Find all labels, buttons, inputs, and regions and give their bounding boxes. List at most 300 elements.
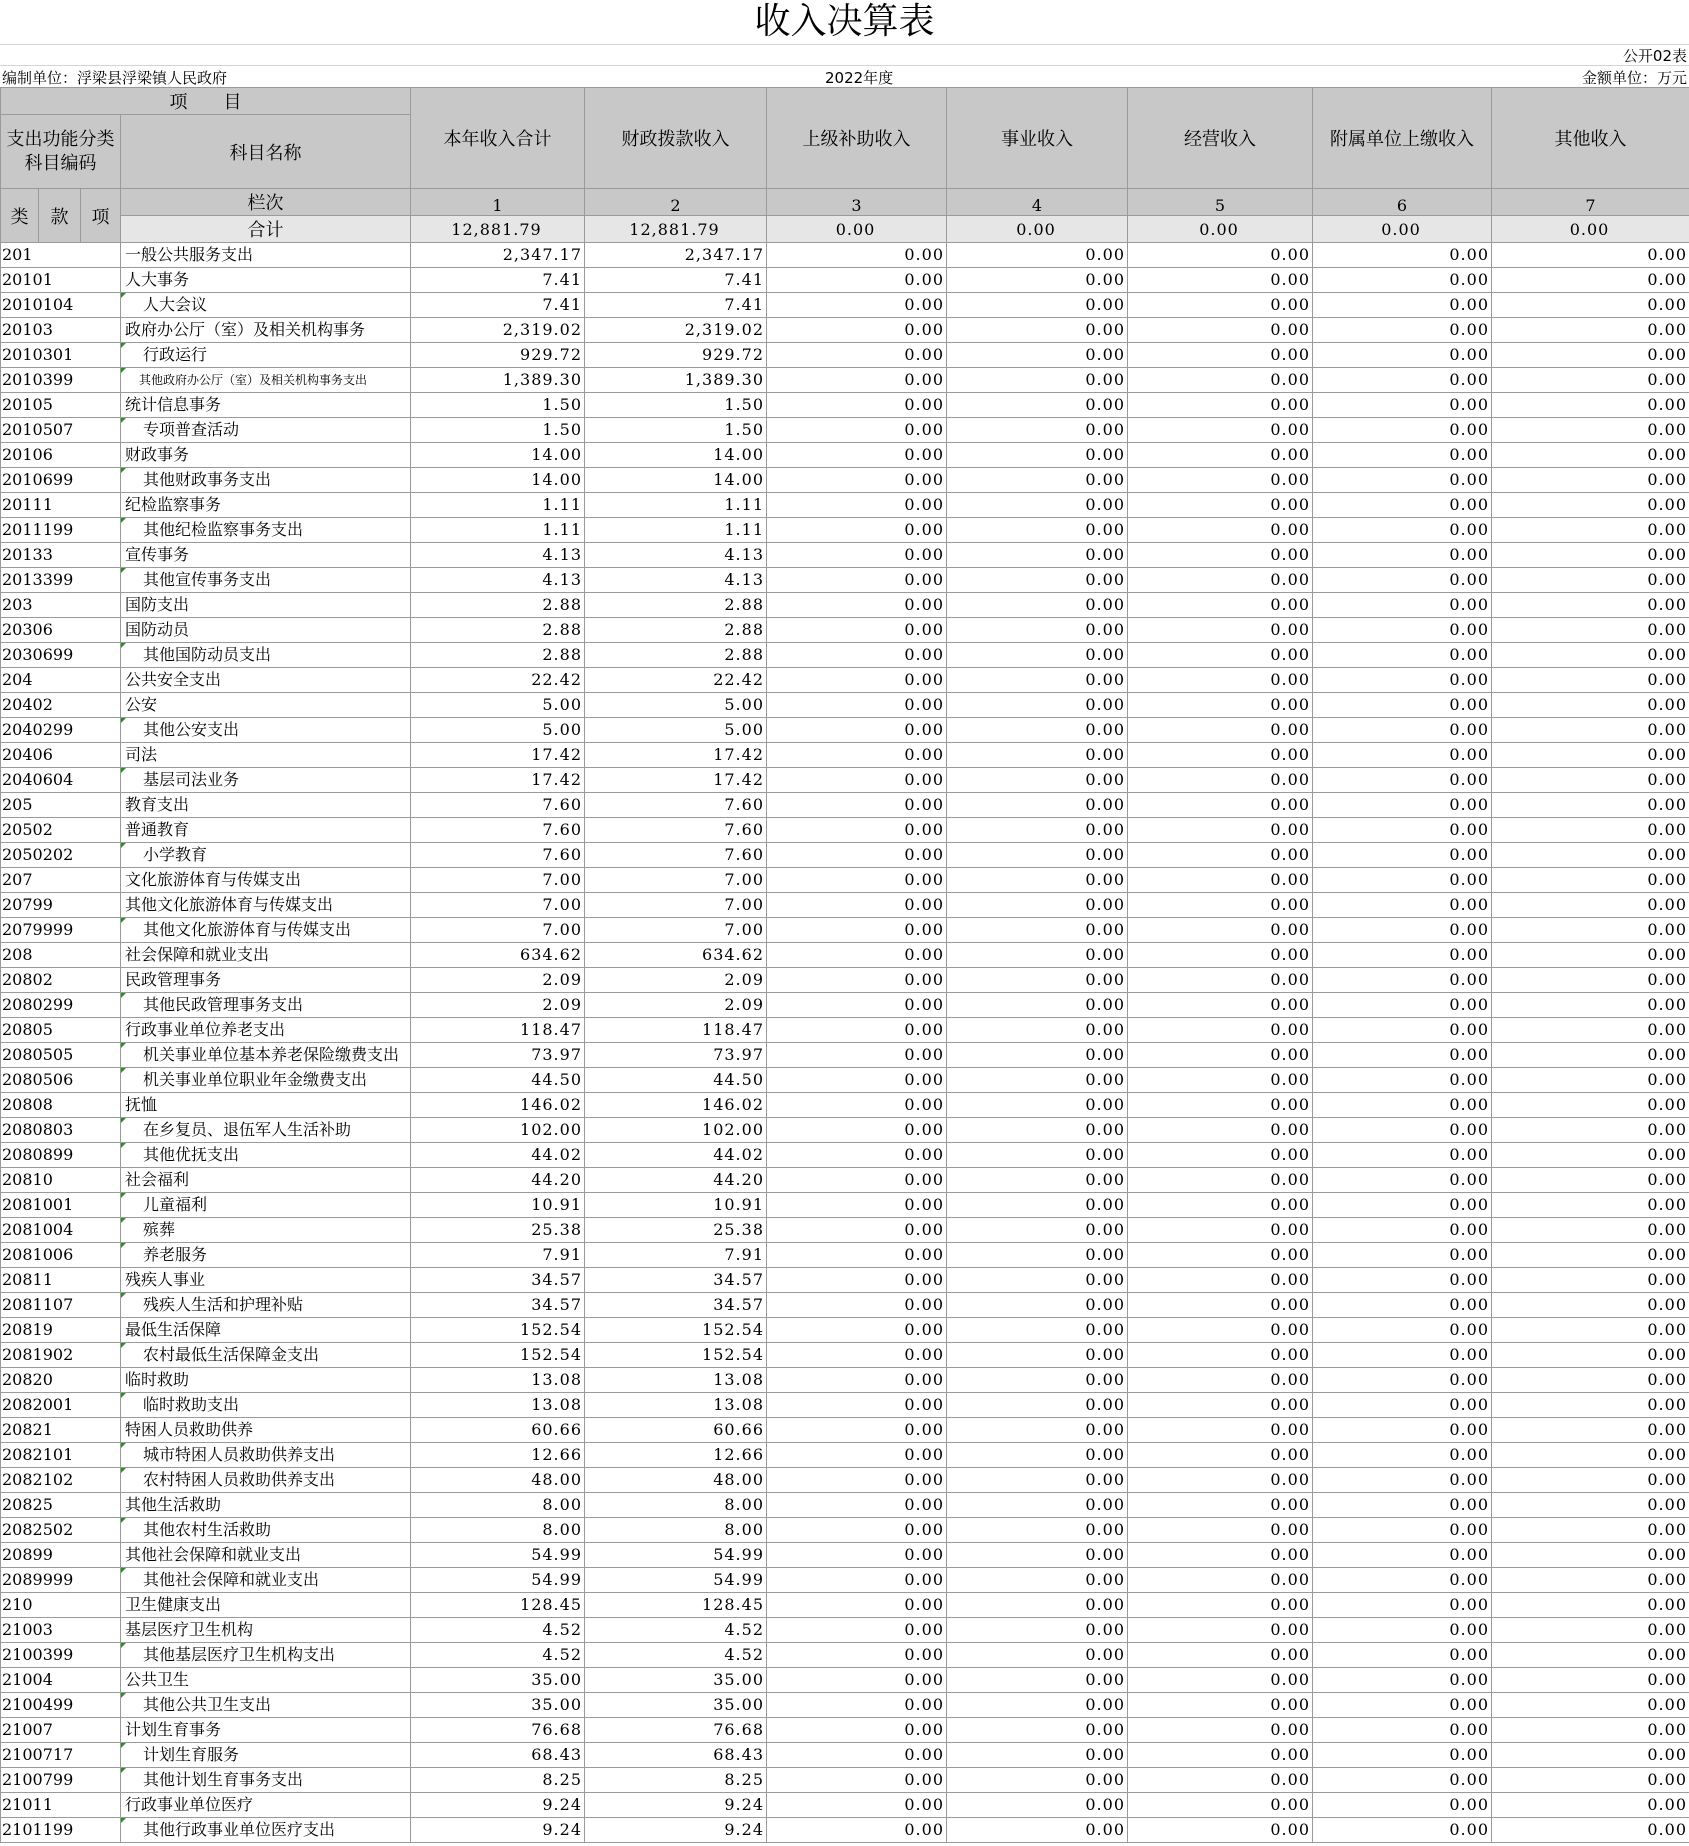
row-name (121, 1693, 411, 1718)
row-name (121, 1468, 411, 1493)
table-row (1, 943, 1689, 968)
table-row (1, 1468, 1689, 1493)
amount-cell: 0.00 (1492, 1268, 1689, 1293)
amount-cell: 4.13 (585, 568, 767, 593)
amount-cell: 0.00 (1492, 493, 1689, 518)
amount-cell: 0.00 (1128, 668, 1313, 693)
cell-marker-icon (121, 1218, 126, 1223)
table-row (1, 1818, 1689, 1843)
col-number-7: 7 (1492, 189, 1689, 216)
fiscal-year: 2022年度 (825, 69, 894, 87)
row-code: 201 (1, 243, 121, 268)
row-code: 2080505 (1, 1043, 121, 1068)
row-code: 20899 (1, 1543, 121, 1568)
amount-cell: 8.00 (411, 1518, 585, 1543)
amount-cell: 0.00 (1128, 493, 1313, 518)
amount-cell: 0.00 (1492, 1418, 1689, 1443)
amount-cell: 118.47 (411, 1018, 585, 1043)
amount-cell: 13.08 (411, 1393, 585, 1418)
row-name-text: 其他国防动员支出 (143, 645, 272, 664)
row-code: 20106 (1, 443, 121, 468)
amount-cell: 0.00 (1492, 1143, 1689, 1168)
amount-cell: 152.54 (585, 1318, 767, 1343)
row-name (121, 1318, 411, 1343)
amount-cell: 634.62 (411, 943, 585, 968)
cell-marker-icon (121, 1443, 126, 1448)
amount-cell: 0.00 (1128, 1193, 1313, 1218)
amount-cell: 152.54 (411, 1318, 585, 1343)
amount-cell: 0.00 (1128, 593, 1313, 618)
amount-cell: 0.00 (1313, 1818, 1492, 1843)
amount-cell: 2.88 (411, 643, 585, 668)
amount-cell: 0.00 (1128, 1368, 1313, 1393)
row-name-text: 教育支出 (125, 795, 190, 814)
amount-cell: 0.00 (1313, 1093, 1492, 1118)
table-row (1, 393, 1689, 418)
amount-cell: 0.00 (947, 618, 1128, 643)
amount-cell: 0.00 (1492, 1368, 1689, 1393)
table-row (1, 243, 1689, 268)
table-row (1, 1743, 1689, 1768)
amount-cell: 0.00 (1128, 893, 1313, 918)
amount-cell: 7.60 (411, 818, 585, 843)
cell-marker-icon (121, 1118, 126, 1123)
row-name-text: 农村特困人员救助供养支出 (143, 1470, 336, 1489)
row-name-text: 其他公共卫生支出 (143, 1695, 272, 1714)
amount-cell: 0.00 (1128, 268, 1313, 293)
row-name-text: 其他优抚支出 (143, 1145, 240, 1164)
amount-cell: 34.57 (411, 1293, 585, 1318)
row-name (121, 993, 411, 1018)
row-name-text: 殡葬 (143, 1220, 176, 1239)
amount-cell: 0.00 (1313, 1743, 1492, 1768)
amount-cell: 0.00 (1313, 1368, 1492, 1393)
row-name (121, 1618, 411, 1643)
row-name (121, 368, 411, 393)
amount-cell: 0.00 (1313, 293, 1492, 318)
amount-cell: 0.00 (1313, 618, 1492, 643)
table-row (1, 343, 1689, 368)
amount-cell: 0.00 (1313, 1768, 1492, 1793)
header-code-line1: 支出功能分类 (6, 128, 115, 150)
row-name (121, 1518, 411, 1543)
amount-cell: 0.00 (1313, 318, 1492, 343)
amount-cell: 4.13 (411, 543, 585, 568)
cell-marker-icon (121, 1043, 126, 1048)
row-name-text: 文化旅游体育与传媒支出 (125, 870, 302, 889)
cell-marker-icon (121, 1468, 126, 1473)
row-code: 2040604 (1, 768, 121, 793)
amount-cell: 0.00 (1313, 668, 1492, 693)
amount-cell: 0.00 (1313, 443, 1492, 468)
amount-cell: 7.60 (585, 843, 767, 868)
row-code: 20825 (1, 1493, 121, 1518)
amount-cell: 0.00 (1128, 793, 1313, 818)
table-row (1, 1318, 1689, 1343)
amount-cell: 10.91 (411, 1193, 585, 1218)
amount-cell: 0.00 (767, 893, 947, 918)
table-row (1, 1068, 1689, 1093)
amount-cell: 0.00 (1492, 468, 1689, 493)
amount-cell: 0.00 (1313, 1243, 1492, 1268)
amount-cell: 0.00 (1313, 1418, 1492, 1443)
amount-cell: 0.00 (1313, 1193, 1492, 1218)
cell-marker-icon (121, 1818, 126, 1823)
amount-cell: 0.00 (947, 443, 1128, 468)
table-number: 公开02表 (1622, 47, 1687, 65)
money-unit: 金额单位：万元 (1581, 69, 1687, 87)
amount-cell: 0.00 (767, 1268, 947, 1293)
amount-cell: 0.00 (1492, 668, 1689, 693)
amount-cell: 0.00 (1313, 1293, 1492, 1318)
amount-cell: 0.00 (767, 1593, 947, 1618)
row-name-text: 其他宣传事务支出 (143, 570, 272, 589)
amount-cell: 0.00 (1492, 1018, 1689, 1043)
amount-cell: 0.00 (767, 318, 947, 343)
amount-cell: 0.00 (1492, 1668, 1689, 1693)
row-name (121, 568, 411, 593)
amount-cell: 0.00 (1313, 1493, 1492, 1518)
table-row (1, 668, 1689, 693)
row-name-text: 城市特困人员救助供养支出 (143, 1445, 336, 1464)
amount-cell: 0.00 (947, 1143, 1128, 1168)
amount-cell: 2.88 (411, 593, 585, 618)
col-number-6: 6 (1313, 189, 1492, 216)
amount-cell: 34.57 (411, 1268, 585, 1293)
amount-cell: 0.00 (767, 1643, 947, 1668)
cell-marker-icon (121, 1568, 126, 1573)
amount-cell: 0.00 (1492, 1318, 1689, 1343)
amount-cell: 0.00 (767, 1768, 947, 1793)
row-name-text: 一般公共服务支出 (125, 245, 254, 264)
amount-cell: 2.09 (411, 968, 585, 993)
amount-cell: 0.00 (1492, 1043, 1689, 1068)
amount-cell: 44.50 (585, 1068, 767, 1093)
amount-cell: 0.00 (1128, 1068, 1313, 1093)
amount-cell: 0.00 (1128, 343, 1313, 368)
row-code: 2010399 (1, 368, 121, 393)
row-name (121, 1768, 411, 1793)
row-name-text: 公共安全支出 (125, 670, 222, 689)
row-name (121, 268, 411, 293)
amount-cell: 0.00 (1313, 418, 1492, 443)
amount-cell: 0.00 (1313, 1168, 1492, 1193)
amount-cell: 0.00 (1128, 843, 1313, 868)
col-header-4: 事业收入 (947, 88, 1128, 189)
row-name (121, 918, 411, 943)
table-row (1, 1193, 1689, 1218)
row-name (121, 1268, 411, 1293)
row-name (121, 1243, 411, 1268)
row-name-text: 公共卫生 (125, 1670, 190, 1689)
amount-cell: 0.00 (767, 1468, 947, 1493)
row-code: 2050202 (1, 843, 121, 868)
amount-cell: 0.00 (1313, 1118, 1492, 1143)
amount-cell: 0.00 (1313, 543, 1492, 568)
amount-cell: 0.00 (947, 568, 1128, 593)
amount-cell: 2,319.02 (411, 318, 585, 343)
amount-cell: 0.00 (947, 1043, 1128, 1068)
amount-cell: 0.00 (1492, 543, 1689, 568)
row-name-text: 其他文化旅游体育与传媒支出 (143, 920, 352, 939)
amount-cell: 0.00 (767, 718, 947, 743)
table-row (1, 693, 1689, 718)
amount-cell: 0.00 (947, 543, 1128, 568)
row-name (121, 1093, 411, 1118)
amount-cell: 22.42 (585, 668, 767, 693)
row-code: 2100499 (1, 1693, 121, 1718)
table-row (1, 1168, 1689, 1193)
amount-cell: 0.00 (1128, 1743, 1313, 1768)
amount-cell: 0.00 (1128, 918, 1313, 943)
row-name-text: 临时救助支出 (143, 1395, 240, 1414)
table-row (1, 1768, 1689, 1793)
amount-cell: 0.00 (1128, 393, 1313, 418)
amount-cell: 0.00 (1313, 1068, 1492, 1093)
amount-cell: 7.60 (585, 818, 767, 843)
amount-cell: 0.00 (947, 743, 1128, 768)
table-row (1, 993, 1689, 1018)
amount-cell: 4.52 (585, 1618, 767, 1643)
amount-cell: 0.00 (1128, 1043, 1313, 1068)
cell-marker-icon (121, 918, 126, 923)
amount-cell: 0.00 (1313, 493, 1492, 518)
income-final-accounts-table (0, 87, 1689, 1843)
row-name-text: 公安 (125, 695, 158, 714)
col-header-2: 财政拨款收入 (585, 88, 767, 189)
amount-cell: 7.00 (411, 868, 585, 893)
amount-cell: 1,389.30 (585, 368, 767, 393)
row-code: 21004 (1, 1668, 121, 1693)
table-row (1, 1418, 1689, 1443)
row-code: 20821 (1, 1418, 121, 1443)
amount-cell: 0.00 (1492, 1718, 1689, 1743)
amount-cell: 0.00 (1128, 1018, 1313, 1043)
amount-cell: 2.88 (411, 618, 585, 643)
amount-cell: 7.60 (411, 793, 585, 818)
row-name (121, 318, 411, 343)
amount-cell: 17.42 (411, 768, 585, 793)
amount-cell: 0.00 (1492, 443, 1689, 468)
amount-cell: 0.00 (1313, 1718, 1492, 1743)
amount-cell: 0.00 (1128, 368, 1313, 393)
table-row (1, 1693, 1689, 1718)
amount-cell: 0.00 (1313, 743, 1492, 768)
amount-cell: 2.88 (585, 618, 767, 643)
amount-cell: 0.00 (1313, 918, 1492, 943)
amount-cell: 0.00 (1492, 1118, 1689, 1143)
row-name-text: 其他民政管理事务支出 (143, 995, 304, 1014)
amount-cell: 118.47 (585, 1018, 767, 1043)
row-code: 2010301 (1, 343, 121, 368)
amount-cell: 7.00 (585, 893, 767, 918)
report-title: 收入决算表 (754, 1, 935, 42)
amount-cell: 0.00 (947, 518, 1128, 543)
table-row (1, 643, 1689, 668)
row-code: 2080803 (1, 1118, 121, 1143)
amount-cell: 0.00 (1492, 1068, 1689, 1093)
cell-marker-icon (121, 293, 126, 298)
amount-cell: 0.00 (1313, 1018, 1492, 1043)
amount-cell: 0.00 (1313, 1318, 1492, 1343)
amount-cell: 2.09 (585, 993, 767, 1018)
amount-cell: 0.00 (1313, 1618, 1492, 1643)
amount-cell: 0.00 (1313, 818, 1492, 843)
amount-cell: 0.00 (947, 993, 1128, 1018)
row-name (121, 1393, 411, 1418)
row-code: 20402 (1, 693, 121, 718)
amount-cell: 8.00 (585, 1493, 767, 1518)
row-name-text: 机关事业单位职业年金缴费支出 (143, 1070, 368, 1089)
row-name (121, 1343, 411, 1368)
amount-cell: 54.99 (411, 1543, 585, 1568)
row-name (121, 1568, 411, 1593)
amount-cell: 0.00 (947, 393, 1128, 418)
table-row (1, 1118, 1689, 1143)
row-name (121, 1293, 411, 1318)
amount-cell: 35.00 (585, 1693, 767, 1718)
amount-cell: 0.00 (767, 268, 947, 293)
amount-cell: 0.00 (1313, 268, 1492, 293)
amount-cell: 0.00 (1492, 1193, 1689, 1218)
amount-cell: 0.00 (947, 1318, 1128, 1343)
amount-cell: 0.00 (947, 968, 1128, 993)
row-code: 21003 (1, 1618, 121, 1643)
amount-cell: 0.00 (947, 1693, 1128, 1718)
row-code: 208 (1, 943, 121, 968)
table-row (1, 1293, 1689, 1318)
table-row (1, 268, 1689, 293)
row-code: 20133 (1, 543, 121, 568)
amount-cell: 0.00 (767, 1718, 947, 1743)
row-name-text: 其他财政事务支出 (143, 470, 272, 489)
amount-cell: 1.50 (411, 418, 585, 443)
amount-cell: 0.00 (947, 893, 1128, 918)
amount-cell: 0.00 (1128, 643, 1313, 668)
row-name (121, 1743, 411, 1768)
amount-cell: 0.00 (1313, 1218, 1492, 1243)
row-name-text: 儿童福利 (143, 1195, 208, 1214)
amount-cell: 0.00 (1313, 243, 1492, 268)
row-name (121, 543, 411, 568)
amount-cell: 0.00 (767, 743, 947, 768)
amount-cell: 0.00 (767, 543, 947, 568)
total-cell: 0.00 (1313, 216, 1492, 243)
amount-cell: 0.00 (947, 1193, 1128, 1218)
table-row (1, 1668, 1689, 1693)
total-cell: 12,881.79 (411, 216, 585, 243)
table-row (1, 1568, 1689, 1593)
table-row (1, 1593, 1689, 1618)
amount-cell: 22.42 (411, 668, 585, 693)
amount-cell: 0.00 (767, 1693, 947, 1718)
amount-cell: 7.41 (411, 268, 585, 293)
amount-cell: 2.88 (585, 643, 767, 668)
table-row (1, 818, 1689, 843)
amount-cell: 4.13 (411, 568, 585, 593)
amount-cell: 0.00 (947, 1718, 1128, 1743)
row-name-text: 其他社会保障和就业支出 (125, 1545, 302, 1564)
amount-cell: 12.66 (585, 1443, 767, 1468)
amount-cell: 2,347.17 (411, 243, 585, 268)
amount-cell: 0.00 (947, 1818, 1128, 1843)
col-number-5: 5 (1128, 189, 1313, 216)
amount-cell: 0.00 (1128, 693, 1313, 718)
amount-cell: 0.00 (1492, 418, 1689, 443)
compiling-unit: 编制单位：浮梁县浮梁镇人民政府 (2, 69, 228, 87)
header-code (1, 115, 121, 189)
amount-cell: 0.00 (1313, 1793, 1492, 1818)
amount-cell: 0.00 (767, 1168, 947, 1193)
amount-cell: 0.00 (1492, 718, 1689, 743)
amount-cell: 0.00 (1128, 1393, 1313, 1418)
row-name (121, 943, 411, 968)
table-row (1, 1543, 1689, 1568)
table-row (1, 1143, 1689, 1168)
row-name-text: 其他行政事业单位医疗支出 (143, 1820, 336, 1839)
row-name (121, 968, 411, 993)
amount-cell: 9.24 (585, 1793, 767, 1818)
amount-cell: 0.00 (1128, 1768, 1313, 1793)
amount-cell: 0.00 (1313, 1343, 1492, 1368)
cell-marker-icon (121, 1193, 126, 1198)
row-name (121, 1643, 411, 1668)
row-name-text: 国防支出 (125, 595, 190, 614)
cell-marker-icon (121, 1643, 126, 1648)
row-code: 2080506 (1, 1068, 121, 1093)
table-row (1, 293, 1689, 318)
row-name (121, 1443, 411, 1468)
amount-cell: 0.00 (1492, 1443, 1689, 1468)
amount-cell: 0.00 (1492, 293, 1689, 318)
amount-cell: 7.41 (585, 293, 767, 318)
amount-cell: 0.00 (1313, 768, 1492, 793)
row-code: 20105 (1, 393, 121, 418)
amount-cell: 0.00 (1492, 393, 1689, 418)
amount-cell: 76.68 (411, 1718, 585, 1743)
table-row (1, 468, 1689, 493)
row-name-text: 其他计划生育事务支出 (143, 1770, 304, 1789)
row-code: 2089999 (1, 1568, 121, 1593)
amount-cell: 0.00 (947, 1068, 1128, 1093)
amount-cell: 0.00 (1128, 1518, 1313, 1543)
row-name-text: 其他公安支出 (143, 720, 240, 739)
amount-cell: 0.00 (767, 818, 947, 843)
amount-cell: 0.00 (1128, 443, 1313, 468)
row-code: 21011 (1, 1793, 121, 1818)
amount-cell: 9.24 (411, 1818, 585, 1843)
amount-cell: 0.00 (1492, 1618, 1689, 1643)
amount-cell: 0.00 (1128, 968, 1313, 993)
row-code: 203 (1, 593, 121, 618)
amount-cell: 0.00 (767, 1518, 947, 1543)
amount-cell: 0.00 (1128, 1693, 1313, 1718)
amount-cell: 0.00 (767, 1118, 947, 1143)
col-header-7: 其他收入 (1492, 88, 1689, 189)
amount-cell: 35.00 (585, 1668, 767, 1693)
table-row (1, 1518, 1689, 1543)
row-name-text: 社会保障和就业支出 (125, 945, 270, 964)
row-name (121, 1718, 411, 1743)
table-row (1, 1368, 1689, 1393)
row-name-text: 其他政府办公厅（室）及相关机构事务支出 (139, 373, 368, 387)
amount-cell: 0.00 (1128, 468, 1313, 493)
amount-cell: 0.00 (1128, 1668, 1313, 1693)
amount-cell: 0.00 (947, 1218, 1128, 1243)
amount-cell: 0.00 (767, 393, 947, 418)
amount-cell: 0.00 (1128, 1218, 1313, 1243)
row-name-text: 政府办公厅（室）及相关机构事务 (125, 320, 366, 339)
